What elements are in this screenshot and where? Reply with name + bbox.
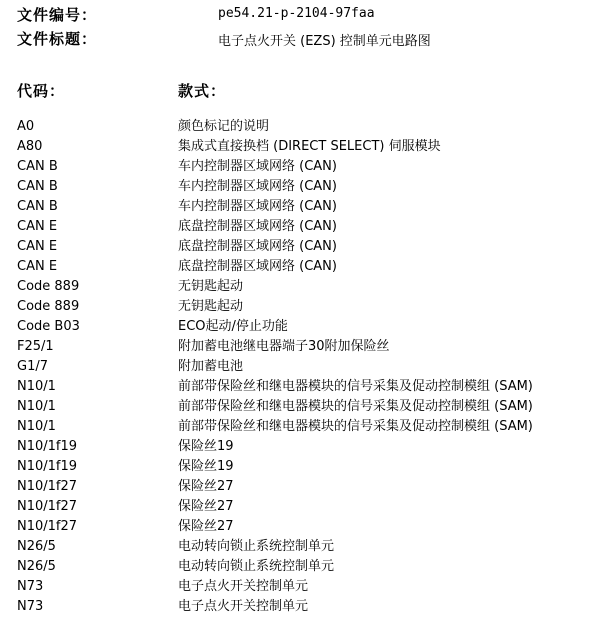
row-description: 底盘控制器区域网络 (CAN) <box>178 239 337 254</box>
table-row <box>0 237 604 257</box>
row-description: 无钥匙起动 <box>178 279 244 294</box>
row-description: 保险丝27 <box>178 519 234 534</box>
row-description: 保险丝19 <box>178 459 234 474</box>
row-code: A0 <box>17 119 35 134</box>
row-code: N73 <box>17 599 44 614</box>
row-description: 电动转向锁止系统控制单元 <box>178 559 335 574</box>
doc-title-value: 电子点火开关 (EZS) 控制单元电路图 <box>218 34 431 49</box>
row-description: 前部带保险丝和继电器模块的信号采集及促动控制模组 (SAM) <box>178 379 533 394</box>
row-code: N10/1f27 <box>17 479 78 494</box>
table-row <box>0 117 604 137</box>
row-code: N26/5 <box>17 539 56 554</box>
style-column-header: 款式： <box>178 82 227 100</box>
row-description: 保险丝27 <box>178 479 234 494</box>
table-row <box>0 137 604 157</box>
table-row <box>0 217 604 237</box>
row-code: N10/1f27 <box>17 499 78 514</box>
row-description: 保险丝19 <box>178 439 234 454</box>
row-code: Code 889 <box>17 279 80 294</box>
row-code: CAN B <box>17 199 58 214</box>
row-description: 无钥匙起动 <box>178 299 244 314</box>
row-code: CAN E <box>17 219 58 234</box>
row-code: A80 <box>17 139 43 154</box>
row-description: 车内控制器区域网络 (CAN) <box>178 199 337 214</box>
row-code: N26/5 <box>17 559 56 574</box>
table-row <box>0 357 604 377</box>
row-code: N10/1f19 <box>17 439 78 454</box>
row-description: 车内控制器区域网络 (CAN) <box>178 179 337 194</box>
row-description: 底盘控制器区域网络 (CAN) <box>178 259 337 274</box>
row-description: ECO起动/停止功能 <box>178 319 288 334</box>
row-description: 前部带保险丝和继电器模块的信号采集及促动控制模组 (SAM) <box>178 419 533 434</box>
row-code: N10/1f19 <box>17 459 78 474</box>
row-code: G1/7 <box>17 359 48 374</box>
doc-title-label: 文件标题： <box>17 30 98 48</box>
row-description: 电子点火开关控制单元 <box>178 599 309 614</box>
row-description: 附加蓄电池 <box>178 359 244 374</box>
row-description: 电动转向锁止系统控制单元 <box>178 539 335 554</box>
row-code: N10/1f27 <box>17 519 78 534</box>
table-row <box>0 557 604 577</box>
row-code: Code 889 <box>17 299 80 314</box>
table-row <box>0 157 604 177</box>
table-row <box>0 377 604 397</box>
table-row <box>0 517 604 537</box>
row-code: CAN E <box>17 259 58 274</box>
table-row <box>0 457 604 477</box>
table-row <box>0 537 604 557</box>
row-description: 底盘控制器区域网络 (CAN) <box>178 219 337 234</box>
row-code: CAN E <box>17 239 58 254</box>
row-code: N73 <box>17 579 44 594</box>
table-row <box>0 437 604 457</box>
row-code: CAN B <box>17 159 58 174</box>
row-description: 车内控制器区域网络 (CAN) <box>178 159 337 174</box>
table-row <box>0 417 604 437</box>
row-description: 附加蓄电池继电器端子30附加保险丝 <box>178 339 390 354</box>
table-row <box>0 297 604 317</box>
table-row <box>0 317 604 337</box>
row-description: 前部带保险丝和继电器模块的信号采集及促动控制模组 (SAM) <box>178 399 533 414</box>
table-row <box>0 397 604 417</box>
row-description: 颜色标记的说明 <box>178 119 270 134</box>
row-description: 电子点火开关控制单元 <box>178 579 309 594</box>
row-code: N10/1 <box>17 379 56 394</box>
row-code: F25/1 <box>17 339 54 354</box>
table-row <box>0 277 604 297</box>
table-row <box>0 257 604 277</box>
component-list <box>0 117 604 617</box>
code-column-header: 代码： <box>17 82 66 100</box>
row-code: CAN B <box>17 179 58 194</box>
doc-number-label: 文件编号： <box>17 6 98 24</box>
row-description: 保险丝27 <box>178 499 234 514</box>
table-row <box>0 477 604 497</box>
row-description: 集成式直接换档 (DIRECT SELECT) 伺服模块 <box>178 139 441 154</box>
table-row <box>0 197 604 217</box>
row-code: N10/1 <box>17 399 56 414</box>
row-code: N10/1 <box>17 419 56 434</box>
table-row <box>0 177 604 197</box>
table-row <box>0 597 604 617</box>
doc-number-value: pe54.21-p-2104-97faa <box>218 6 375 21</box>
table-row <box>0 577 604 597</box>
row-code: Code B03 <box>17 319 80 334</box>
table-row <box>0 497 604 517</box>
table-row <box>0 337 604 357</box>
